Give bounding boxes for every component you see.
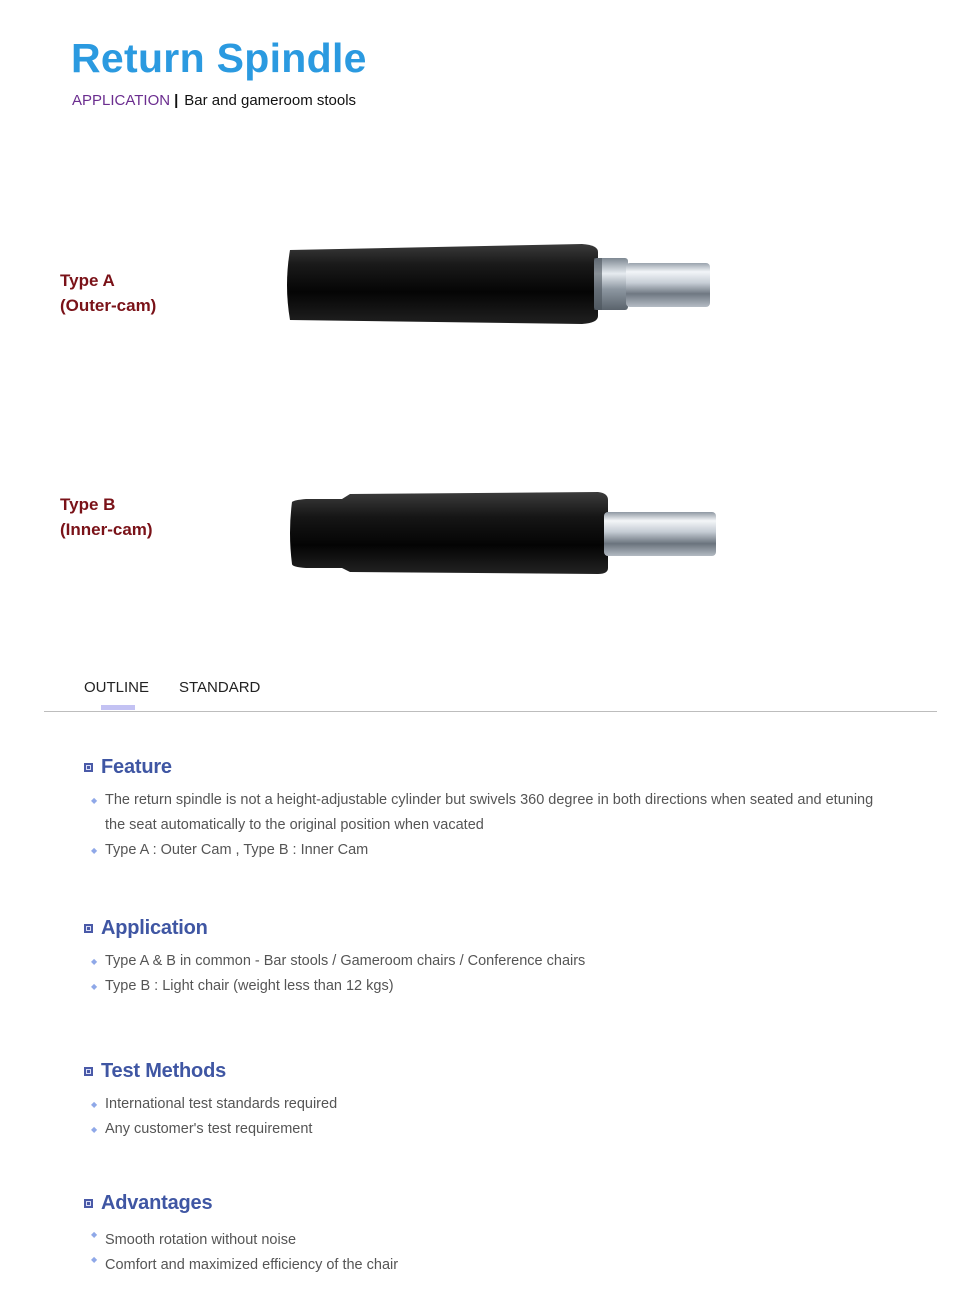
product-name: Type B (60, 495, 116, 514)
section-title: Test Methods (101, 1059, 227, 1082)
list-item: ◆ Any customer's test requirement (84, 1117, 895, 1142)
square-bullet-icon (84, 763, 93, 772)
application-value: Bar and gameroom stools (184, 92, 357, 109)
section-feature (84, 754, 895, 863)
section-title: Feature (101, 755, 172, 778)
square-bullet-icon (84, 924, 93, 933)
section-application (84, 915, 895, 999)
application-separator: | (174, 92, 179, 109)
list-item: ◆ Type B : Light chair (weight less than 12 kgs) (84, 974, 895, 999)
page-title: Return Spindle (71, 35, 367, 81)
square-bullet-icon (84, 1199, 93, 1208)
section-test-methods (84, 1058, 895, 1142)
tab-bar (44, 676, 937, 712)
section-title: Application (101, 916, 208, 939)
list-item: ◆ Smooth rotation without noise (84, 1228, 895, 1253)
spindle-type-a-image (282, 240, 718, 330)
tab-standard[interactable]: STANDARD (179, 679, 261, 696)
list-item: ◆ International test standards required (84, 1092, 895, 1117)
product-label-type-b (60, 492, 153, 542)
list-item: ◆ Type A : Outer Cam , Type B : Inner Cam (84, 838, 895, 863)
section-advantages (84, 1190, 895, 1278)
product-cam-type: (Inner-cam) (60, 520, 153, 539)
active-tab-indicator (101, 705, 135, 710)
application-line (72, 91, 356, 111)
list-item: ◆ Type A & B in common - Bar stools / Gameroom chairs / Conference chairs (84, 949, 895, 974)
spindle-type-b-image (286, 488, 722, 580)
tab-outline[interactable]: OUTLINE (84, 679, 150, 696)
product-name: Type A (60, 271, 115, 290)
list-item: ◆ Comfort and maximized efficiency of the chair (84, 1253, 895, 1278)
square-bullet-icon (84, 1067, 93, 1076)
section-title: Advantages (101, 1191, 213, 1214)
application-label: APPLICATION (72, 92, 171, 109)
product-cam-type: (Outer-cam) (60, 296, 157, 315)
list-item: ◆ The return spindle is not a height-adjustable cylinder but swivels 360 degree in both directions when seated and etuning the seat automatically to the original position when vacated (84, 788, 895, 838)
product-label-type-a (60, 268, 156, 318)
